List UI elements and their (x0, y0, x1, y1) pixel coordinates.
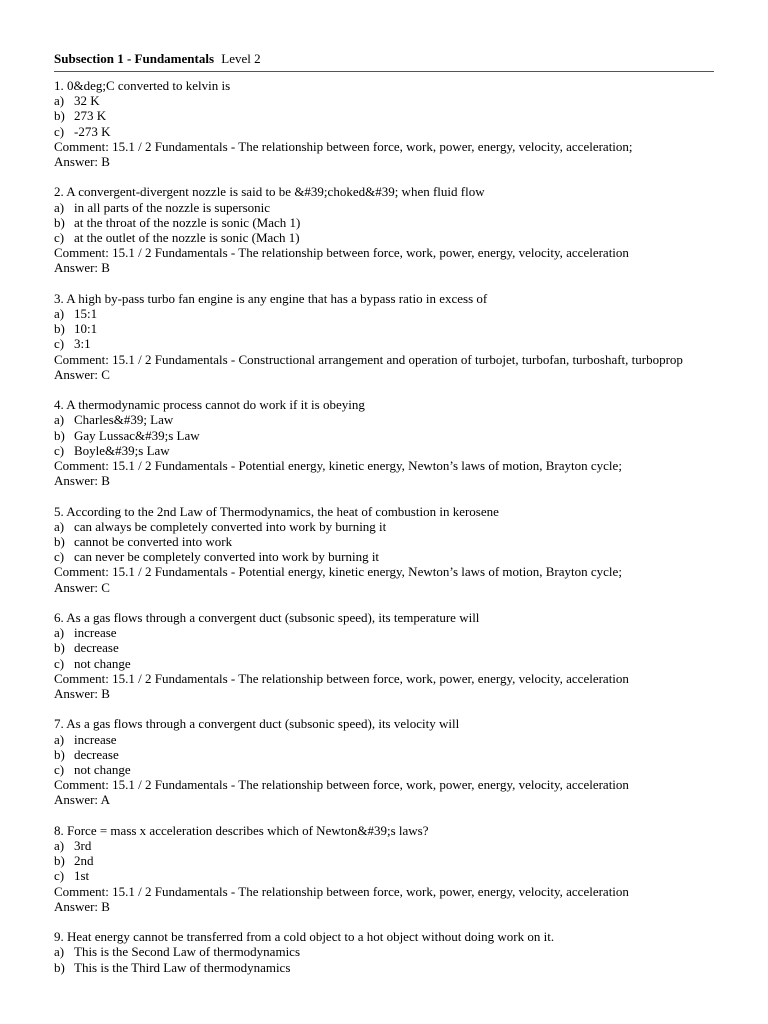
option-text: 10:1 (74, 321, 98, 337)
answer-option (54, 93, 714, 108)
header-divider (54, 71, 714, 72)
answer-option (54, 732, 714, 747)
question-text: 7. As a gas flows through a convergent duct (subsonic speed), its velocity will (54, 716, 460, 732)
option-letter: c) (54, 336, 65, 352)
option-text: Boyle&#39;s Law (74, 442, 170, 458)
option-letter: a) (54, 731, 65, 747)
option-letter: a) (54, 93, 65, 109)
option-letter: c) (54, 230, 65, 246)
option-letter: a) (54, 944, 65, 960)
answer-option (54, 762, 714, 777)
option-text: at the outlet of the nozzle is sonic (Mach 1) (74, 230, 300, 246)
question-text: 8. Force = mass x acceleration describes which of Newton&#39;s laws? (54, 822, 429, 838)
option-letter: c) (54, 442, 65, 458)
answer-option (54, 412, 714, 427)
question-block (54, 397, 714, 488)
option-letter: a) (54, 518, 65, 534)
answer-line: Answer: C (54, 366, 110, 382)
answer-option (54, 868, 714, 883)
answer-option (54, 534, 714, 549)
answer-line: Answer: B (54, 154, 110, 170)
option-text: -273 K (74, 123, 111, 139)
option-text: in all parts of the nozzle is supersonic (74, 199, 271, 215)
answer-option (54, 306, 714, 321)
option-text: 273 K (74, 108, 107, 124)
option-letter: b) (54, 321, 65, 337)
question-text: 2. A convergent-divergent nozzle is said to be &#39;choked&#39; when fluid flow (54, 184, 485, 200)
question-block (54, 291, 714, 382)
option-text: Charles&#39; Law (74, 412, 174, 428)
option-text: not change (74, 762, 131, 778)
option-text: This is the Second Law of thermodynamics (74, 944, 301, 960)
option-text: at the throat of the nozzle is sonic (Mach 1) (74, 214, 301, 230)
option-letter: a) (54, 412, 65, 428)
comment-line: Comment: 15.1 / 2 Fundamentals - The relationship between force, work, power, energy, velocity, acceleration (54, 245, 629, 261)
answer-option (54, 108, 714, 123)
option-text: This is the Third Law of thermodynamics (74, 959, 291, 975)
answer-option (54, 124, 714, 139)
subsection-title: Subsection 1 - Fundamentals (54, 51, 214, 66)
option-text: 2nd (74, 853, 94, 869)
question-text: 5. According to the 2nd Law of Thermodynamics, the heat of combustion in kerosene (54, 503, 499, 519)
answer-line: Answer: A (54, 792, 110, 808)
page-header (54, 50, 714, 68)
answer-line: Answer: B (54, 473, 110, 489)
option-letter: c) (54, 549, 65, 565)
answer-option (54, 443, 714, 458)
option-letter: a) (54, 838, 65, 854)
option-text: 1st (74, 868, 90, 884)
answer-option (54, 960, 714, 975)
option-letter: b) (54, 427, 65, 443)
question-block (54, 610, 714, 701)
level-label: Level 2 (221, 51, 261, 66)
answer-option (54, 230, 714, 245)
answer-option (54, 838, 714, 853)
option-letter: b) (54, 640, 65, 656)
answer-option (54, 336, 714, 351)
answer-line: Answer: B (54, 686, 110, 702)
option-letter: b) (54, 959, 65, 975)
question-block (54, 504, 714, 595)
option-text: decrease (74, 640, 119, 656)
comment-line: Comment: 15.1 / 2 Fundamentals - The relationship between force, work, power, energy, velocity, acceleration (54, 883, 629, 899)
option-text: 3rd (74, 838, 92, 854)
option-letter: c) (54, 123, 65, 139)
question-text: 3. A high by-pass turbo fan engine is any engine that has a bypass ratio in excess of (54, 290, 488, 306)
comment-line: Comment: 15.1 / 2 Fundamentals - Potential energy, kinetic energy, Newton’s laws of motion, Brayton cycle; (54, 458, 622, 474)
answer-option (54, 640, 714, 655)
comment-line: Comment: 15.1 / 2 Fundamentals - The relationship between force, work, power, energy, velocity, acceleration; (54, 138, 633, 154)
question-text: 1. 0&deg;C converted to kelvin is (54, 78, 231, 93)
option-text: cannot be converted into work (74, 534, 233, 550)
answer-line: Answer: C (54, 579, 110, 595)
option-letter: a) (54, 625, 65, 641)
answer-option (54, 944, 714, 959)
question-block (54, 929, 714, 975)
option-text: can always be completely converted into work by burning it (74, 518, 387, 534)
question-block (54, 716, 714, 807)
document-page (54, 50, 714, 990)
comment-line: Comment: 15.1 / 2 Fundamentals - The relationship between force, work, power, energy, velocity, acceleration (54, 670, 629, 686)
option-letter: a) (54, 306, 65, 322)
option-text: Gay Lussac&#39;s Law (74, 427, 200, 443)
answer-option (54, 428, 714, 443)
comment-line: Comment: 15.1 / 2 Fundamentals - Potential energy, kinetic energy, Newton’s laws of motion, Brayton cycle; (54, 564, 622, 580)
option-text: 32 K (74, 93, 100, 109)
option-text: increase (74, 731, 117, 747)
question-text: 4. A thermodynamic process cannot do work if it is obeying (54, 397, 365, 413)
option-text: 15:1 (74, 306, 98, 322)
comment-line: Comment: 15.1 / 2 Fundamentals - The relationship between force, work, power, energy, velocity, acceleration (54, 777, 629, 793)
answer-line: Answer: B (54, 898, 110, 914)
question-block (54, 78, 714, 169)
option-text: decrease (74, 746, 119, 762)
option-text: increase (74, 625, 117, 641)
answer-option (54, 853, 714, 868)
option-letter: a) (54, 199, 65, 215)
answer-option (54, 549, 714, 564)
answer-option (54, 519, 714, 534)
question-text: 9. Heat energy cannot be transferred from a cold object to a hot object without doing work on it. (54, 929, 555, 945)
question-list (54, 78, 714, 975)
answer-option (54, 215, 714, 230)
option-text: 3:1 (74, 336, 91, 352)
option-letter: c) (54, 655, 65, 671)
comment-line: Comment: 15.1 / 2 Fundamentals - Constructional arrangement and operation of turbojet, turbofan, turboshaft, turboprop (54, 351, 683, 367)
question-block (54, 823, 714, 914)
option-letter: b) (54, 534, 65, 550)
answer-option (54, 625, 714, 640)
option-text: not change (74, 655, 131, 671)
option-letter: c) (54, 868, 65, 884)
answer-option (54, 656, 714, 671)
question-text: 6. As a gas flows through a convergent duct (subsonic speed), its temperature will (54, 610, 480, 626)
question-block (54, 184, 714, 275)
option-letter: b) (54, 108, 65, 124)
answer-option (54, 200, 714, 215)
answer-option (54, 321, 714, 336)
option-letter: b) (54, 214, 65, 230)
option-letter: b) (54, 746, 65, 762)
option-text: can never be completely converted into work by burning it (74, 549, 380, 565)
answer-line: Answer: B (54, 260, 110, 276)
answer-option (54, 747, 714, 762)
option-letter: b) (54, 853, 65, 869)
option-letter: c) (54, 762, 65, 778)
